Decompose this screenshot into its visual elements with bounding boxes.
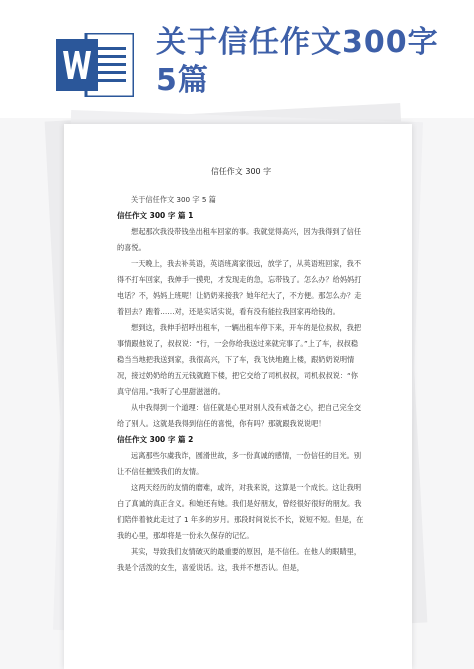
document-body [117,164,365,576]
paragraph: 从中我得到一个道理：信任就是心里对别人没有戒备之心，把自己完全交给了别人。这就是我得到信任的喜悦，你有吗？那就跟我说说吧！ [117,403,362,428]
document-subtitle: 关于信任作文 300 字 5 篇 [131,195,216,204]
paragraph: 其实，导致我们友情破灭的最重要的原因，是不信任。在他人的眼睛里，我是个活泼的女生，喜爱说话。这，我并不想否认。但是， [117,547,362,572]
paragraph: 这两天经历的友情的磨难，或许，对我来说，这算是一个成长。这让我明白了真诚的真正含义。和她还有她。我们是好朋友，曾经很好很好的朋友。我们陪伴着彼此走过了 1 年多的岁月。那段时间说长不长，说短不短。但是，在我的心里，那却将是一份永久保存的记忆。 [117,483,364,540]
section-heading: 信任作文 300 字 篇 2 [117,435,194,444]
section-heading: 信任作文 300 字 篇 1 [117,211,194,220]
paragraph: 一天晚上，我去补英语，英语班离家很远，放学了，从英语班回家，我不得不打车回家，我伸手一摸兜，才发现走的急，忘带钱了。怎么办？给妈妈打电话？不，妈妈上班呢！让奶奶来接我？她年纪大了，不方便。那怎么办？走着回去？跑着……对，还是实话实说，看有没有能拉我回家再给钱的。 [117,259,362,316]
paragraph: 想起那次我没带钱坐出租车回家的事。我就觉得高兴，因为我得到了信任的喜悦。 [117,227,362,252]
paragraph: 想到这，我伸手招呼出租车，一辆出租车停下来，开车的是位叔叔，我把事情跟他说了，叔叔说：“行，一会你给我送过来就完事了。”上了车，叔叔稳稳当当地把我送到家，我很高兴，下了车，我飞快地跑上楼，跟奶奶说明情况，接过奶奶给的五元钱就跑下楼，把它交给了司机叔叔，司机叔叔说：“你真守信用。”我听了心里甜滋滋的。 [117,323,362,396]
word-document-icon [56,33,134,97]
paragraph: 远离那些尔虞我诈，圆滑世故，多一份真诚的感情，一份信任的目光。别让不信任摧毁我们的友情。 [117,451,362,476]
document-title: 信任作文 300 字 [210,167,272,176]
banner [0,0,474,118]
document-banner-title: 关于信任作文300字5篇 [156,25,439,98]
document-page [64,124,412,669]
